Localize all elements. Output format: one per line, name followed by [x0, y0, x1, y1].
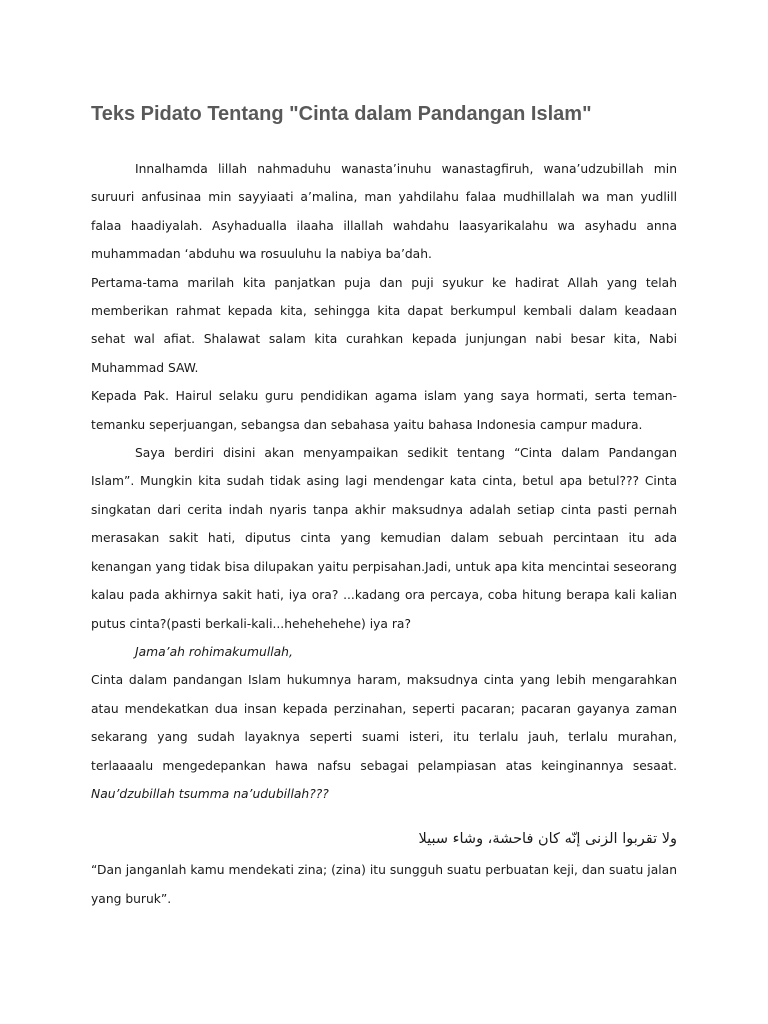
paragraph-main-text: Cinta dalam pandangan Islam hukumnya haram, maksudnya cinta yang lebih mengarahkan atau mendekatkan dua insan kepada perzinahan, seperti pacaran; pacaran gayanya zaman sekarang yang sudah layaknya seperti suami isteri, itu terlalu jauh, terlalu murahan, terlaaaalu mengedepankan hawa nafsu sebagai pelampiasan atas keinginannya sesaat. [91, 673, 677, 773]
paragraph-greeting: Kepada Pak. Hairul selaku guru pendidikan agama islam yang saya hormati, serta teman-temanku seperjuangan, sebangsa dan sebahasa yaitu bahasa Indonesia campur madura. [91, 389, 677, 432]
document-title: Teks Pidato Tentang "Cinta dalam Pandangan Islam" [91, 103, 592, 125]
paragraph-main [91, 666, 677, 808]
paragraph-intro: Saya berdiri disini akan menyampaikan sedikit tentang “Cinta dalam Pandangan Islam”. Mungkin kita sudah tidak asing lagi mendengar kata cinta, betul apa betul??? Cinta singkatan dari cerita indah nyaris tanpa akhir maksudnya adalah setiap cinta pasti pernah merasakan sakit hati, diputus cinta yang kemudian dalam sebuah percintaan itu ada kenangan yang tidak bisa dilupakan yaitu perpisahan.Jadi, untuk apa kita mencintai seseorang kalau pada akhirnya sakit hati, iya ora? ...kadang ora percaya, coba hitung berapa kali kalian putus cinta?(pasti berkali-kali...hehehehehe) iya ra? [91, 446, 677, 631]
paragraph-salutation: Jama’ah rohimakumullah, [135, 644, 293, 659]
paragraph-praise: Pertama-tama marilah kita panjatkan puja dan puji syukur ke hadirat Allah yang telah memberikan rahmat kepada kita, sehingga kita dapat berkumpul kembali dalam keadaan sehat wal afiat. Shalawat salam kita curahkan kepada junjungan nabi besar kita, Nabi Muhammad SAW. [91, 275, 677, 375]
paragraph-main-italic: Nau’dzubillah tsumma na’udubillah??? [91, 786, 329, 801]
paragraph-opening: Innalhamda lillah nahmaduhu wanasta’inuhu wanastagfiruh, wana’udzubillah min suruuri anfusinaa min sayyiaati a’malina, man yahdilahu falaa mudhillalah wa man yudlill falaa haadiyalah. Asyhadualla ilaaha illallah wahdahu laasyarikalahu wa asyhadu anna muhammadan ‘abduhu wa rosuuluhu la nabiya ba’dah. [91, 162, 677, 262]
document-body [91, 155, 677, 913]
arabic-verse: ولا تقربوا الزنى إنّه كان فاحشة، وشاء سبيلا [418, 831, 677, 848]
paragraph-translation: “Dan janganlah kamu mendekati zina; (zina) itu sungguh suatu perbuatan keji, dan suatu jalan yang buruk”. [91, 863, 677, 906]
